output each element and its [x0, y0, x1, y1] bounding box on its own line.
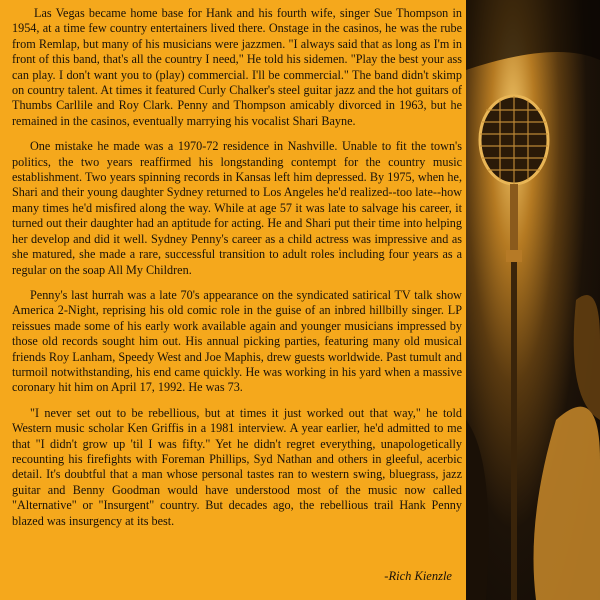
paragraph-4: "I never set out to be rebellious, but at times it just worked out that way," he told Western music scholar Ken Griffis in a 1981 interview. A year earlier, he'd admitted to me that "I didn't grow up 'til I was fifty." Yet he didn't regret everything, unapologetically recounting his firefights with Foreman Phillips, Syd Nathan and others in gleeful, acerbic detail. It's doubtful that a man whose personal tastes ran to western swing, bluegrass, jazz guitar and Benny Goodman would have understood most of the music now called "Alternative" or "Insurgent" country. But decades ago, the rebellious trail Hank Penny blazed was insurgency at its best.	[12, 405, 462, 528]
microphone-illustration	[466, 0, 600, 600]
paragraph-3: Penny's last hurrah was a late 70's appearance on the syndicated satirical TV talk show America 2-Night, reprising his old comic role in the guise of an inbred hillbilly singer. LP reissues made some of his early work available again and younger musicians impressed by those old records sought him out. His annual picking parties, featuring many old musical friends Roy Lanham, Speedy West and Joe Maphis, drew guests worldwide. Past tumult and turmoil notwithstanding, his end came quickly. He was working in his yard when a massive coronary hit him on April 17, 1992. He was 73.	[12, 287, 462, 395]
paragraph-2: One mistake he made was a 1970-72 residence in Nashville. Unable to fit the town's politics, the two years reaffirmed his longstanding contempt for the country music establishment. Two years spinning records in Kansas left him depressed. By 1975, when he, Shari and their young daughter Sydney returned to Los Angeles he'd realized--too late--how many times he'd misfired along the way. While at age 57 it was late to salvage his career, it turned out their daughter had an aptitude for acting. He and Shari put their time into helping her develop and did it well. Sydney Penny's career as a child actress was impressive and as she matured, she made a rare, successful transition to adult roles including four years as a regular on the soap All My Children.	[12, 139, 462, 277]
article-body	[12, 6, 462, 539]
author-signature: -Rich Kienzle	[384, 569, 452, 583]
microphone-photo	[466, 0, 600, 600]
paragraph-1: Las Vegas became home base for Hank and his fourth wife, singer Sue Thompson in 1954, at a time few country entertainers lived there. Onstage in the casinos, he was the rube from Remlap, but many of his musicians were jazzmen. "I always said that as long as I'm in front of this band, that's all the country I need," He told his sidemen. "Play the best your ass can play. I don't want you to (play) commercial. I'll be commercial." The band didn't skimp on country talent. At times it featured Curly Chalker's steel guitar jazz and the hot guitars of Thumbs Carllile and Roy Clark. Penny and Thompson amicably divorced in 1963, but he remained in the casinos, eventually marrying his vocalist Shari Bayne.	[12, 6, 462, 128]
